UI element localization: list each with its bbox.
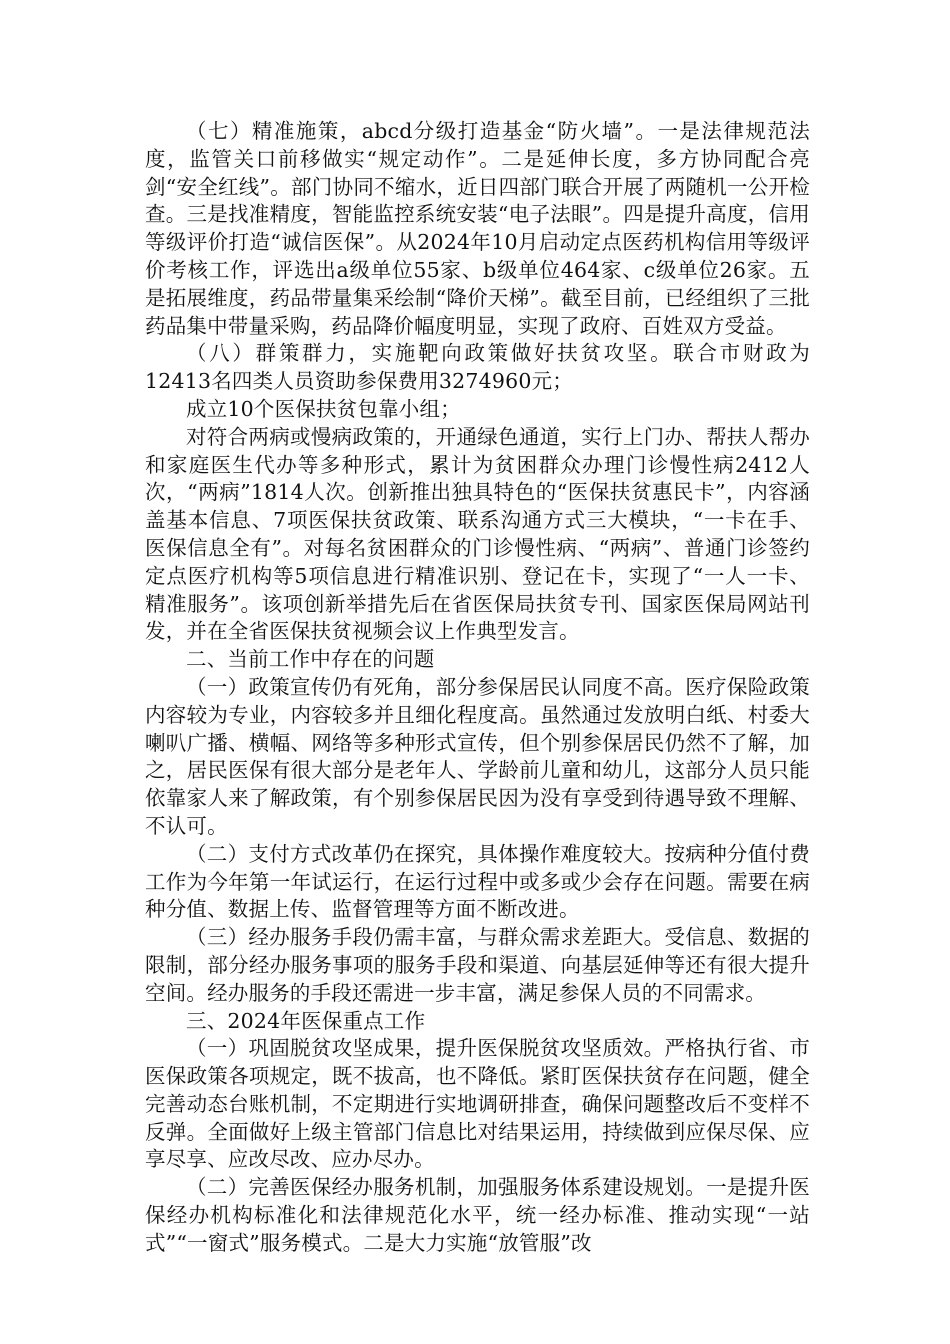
section-heading-current-problems: 二、当前工作中存在的问题 bbox=[186, 647, 435, 672]
paragraph-seven-precise-policy: （七）精准施策，abcd分级打造基金“防火墙”。一是法律规范法度，监管关口前移做实“规定动作”。二是延伸长度，多方协同配合亮剑“安全红线”。部门协同不缩水，近日四部门联合开展了两随机一公开检查。三是找准精度，智能监控系统安装“电子法眼”。四是提升高度，信用等级评价打造“诚信医保”。从2024年10月启动定点医药机构信用等级评价考核工作，评选出a级单位55家、b级单位464家、c级单位26家。五是拓展维度，药品带量集采绘制“降价天梯”。截至目前，已经组织了三批药品集中带量采购，药品降价幅度明显，实现了政府、百姓双方受益。 bbox=[145, 119, 810, 338]
paragraph-problem-two: （二）支付方式改革仍在探究，具体操作难度较大。按病种分值付费工作为今年第一年试运行，在运行过程中或多或少会存在问题。需要在病种分值、数据上传、监督管理等方面不断改进。 bbox=[145, 841, 810, 922]
paragraph-green-channel: 对符合两病或慢病政策的，开通绿色通道，实行上门办、帮扶人帮办和家庭医生代办等多种形式，累计为贫困群众办理门诊慢性病2412人次，“两病”1814人次。创新推出独具特色的“医保扶贫惠民卡”，内容涵盖基本信息、7项医保扶贫政策、联系沟通方式三大模块，“一卡在手、医保信息全有”。对每名贫困群众的门诊慢性病、“两病”、普通门诊签约定点医疗机构等5项信息进行精准识别、登记在卡，实现了“一人一卡、精准服务”。该项创新举措先后在省医保局扶贫专刊、国家医保局网站刊发，并在全省医保扶贫视频会议上作典型发言。 bbox=[145, 424, 810, 644]
paragraph-key-work-two: （二）完善医保经办服务机制，加强服务体系建设规划。一是提升医保经办机构标准化和法律规范化水平，统一经办标准、推动实现“一站式”“一窗式”服务模式。二是大力实施“放管服”改 bbox=[145, 1175, 810, 1255]
section-heading-key-work: 三、2024年医保重点工作 bbox=[186, 1008, 426, 1033]
paragraph-problem-one: （一）政策宣传仍有死角，部分参保居民认同度不高。医疗保险政策内容较为专业，内容较多并且细化程度高。虽然通过发放明白纸、村委大喇叭广播、横幅、网络等多种形式宣传，但个别参保居民仍然不了解，加之，居民医保有很大部分是老年人、学龄前儿童和幼儿，这部分人员只能依靠家人来了解政策，有个别参保居民因为没有享受到待遇导致不理解、不认可。 bbox=[145, 674, 810, 838]
paragraph-key-work-one: （一）巩固脱贫攻坚成果，提升医保脱贫攻坚质效。严格执行省、市医保政策各项规定，既不拔高，也不降低。紧盯医保扶贫存在问题，健全完善动态台账机制，不定期进行实地调研排查，确保问题整改后不变样不反弹。全面做好上级主管部门信息比对结果运用，持续做到应保尽保、应享尽享、应改尽改、应办尽办。 bbox=[145, 1036, 810, 1172]
document-body bbox=[145, 118, 810, 1258]
paragraph-eight-poverty-alleviation: （八）群策群力，实施靶向政策做好扶贫攻坚。联合市财政为12413名四类人员资助参保费用3274960元； bbox=[145, 341, 810, 394]
paragraph-problem-three: （三）经办服务手段仍需丰富，与群众需求差距大。受信息、数据的限制，部分经办服务事项的服务手段和渠道、向基层延伸等还有很大提升空间。经办服务的手段还需进一步丰富，满足参保人员的不同需求。 bbox=[145, 925, 810, 1005]
paragraph-help-groups: 成立10个医保扶贫包靠小组； bbox=[186, 396, 461, 421]
